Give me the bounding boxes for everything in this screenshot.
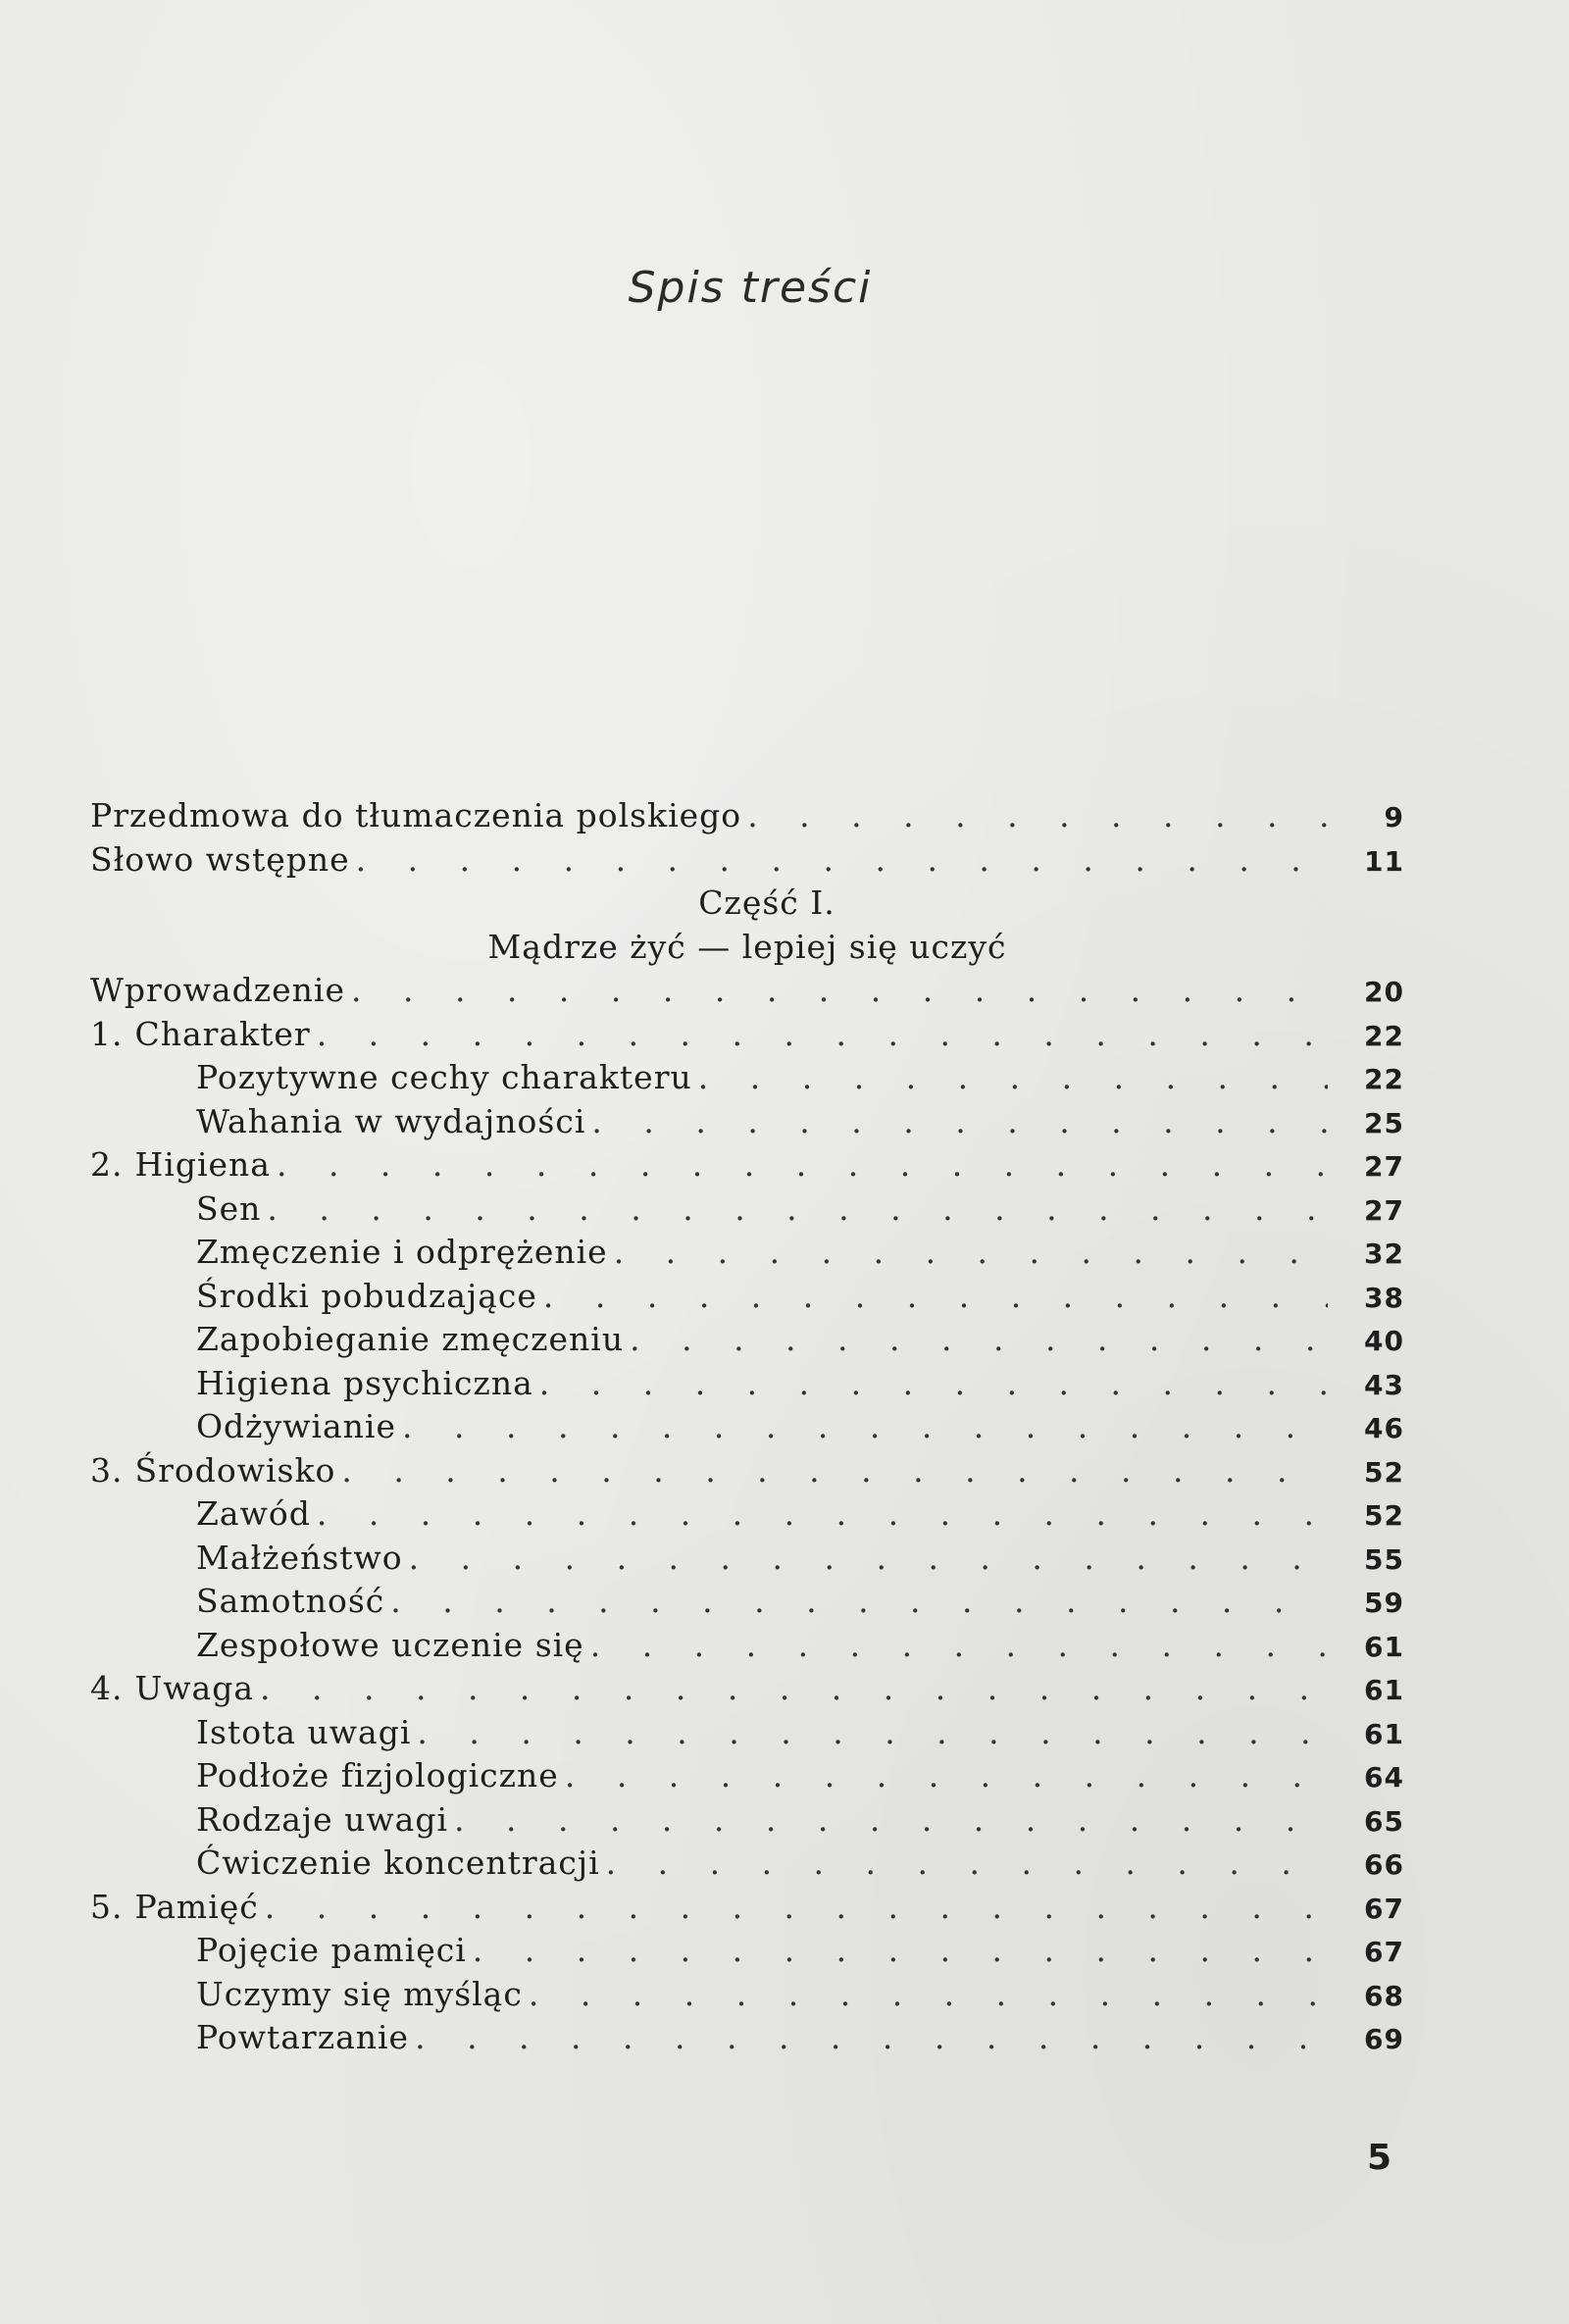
leader-dots	[390, 1582, 1328, 1620]
leader-dots	[473, 1931, 1328, 1969]
leader-dots	[630, 1320, 1328, 1358]
toc-entry	[90, 1800, 1404, 1844]
toc-entry-label: Małżeństwo	[196, 1538, 403, 1577]
toc-entry-page: 25	[1364, 1106, 1404, 1139]
toc-entry-label: Wprowadzenie	[90, 971, 345, 1009]
toc-entries	[90, 971, 1404, 2062]
toc-entry-page: 27	[1364, 1150, 1404, 1183]
toc-entry-label: Wahania w wydajności	[196, 1101, 586, 1140]
toc-entry	[90, 1582, 1404, 1626]
toc-entry-page: 59	[1364, 1587, 1404, 1619]
leader-dots	[543, 1277, 1328, 1315]
part-subtitle: Mądrze żyć — lepiej się uczyć	[487, 927, 1007, 966]
toc-entry-label: Środowisko	[134, 1450, 336, 1490]
toc-entry-page: 66	[1364, 1848, 1404, 1881]
toc-entry-label: Pamięć	[134, 1887, 259, 1926]
leader-dots	[341, 1451, 1328, 1490]
toc-entry-label: Pojęcie pamięci	[196, 1931, 467, 1969]
toc-entry-page: 68	[1364, 1979, 1404, 2012]
toc-entry-page: 43	[1364, 1368, 1404, 1401]
toc-entry	[90, 1756, 1404, 1800]
leader-dots	[454, 1800, 1328, 1839]
toc-entry	[90, 1102, 1404, 1146]
toc-entry-label: Zmęczenie i odprężenie	[196, 1233, 608, 1271]
toc-entry-page: 52	[1364, 1455, 1404, 1489]
toc-entry-label: Przedmowa do tłumaczenia polskiego	[90, 796, 742, 834]
leader-dots	[317, 1494, 1328, 1533]
toc-entry	[90, 1407, 1404, 1451]
leader-dots	[267, 1189, 1328, 1228]
leader-dots	[606, 1844, 1328, 1882]
chapter-number: 4.	[90, 1669, 124, 1707]
table-of-contents	[90, 796, 1404, 2062]
toc-entry-page: 27	[1364, 1193, 1404, 1227]
toc-entry	[90, 1669, 1404, 1713]
toc-entry-page: 65	[1364, 1804, 1404, 1838]
toc-entry	[90, 1451, 1404, 1495]
toc-entry-page: 61	[1364, 1717, 1404, 1750]
toc-entry-label: Rodzaje uwagi	[196, 1799, 449, 1839]
toc-entry	[90, 1233, 1404, 1277]
toc-entry-page: 55	[1364, 1542, 1404, 1576]
toc-entry-label: Uwaga	[134, 1669, 255, 1707]
leader-dots	[351, 971, 1328, 1009]
leader-dots	[402, 1407, 1328, 1445]
toc-entry	[90, 1888, 1404, 1932]
leader-dots	[590, 1626, 1328, 1664]
toc-entry-foreword	[90, 840, 1404, 884]
toc-entry-page: 9	[1384, 801, 1404, 834]
leader-dots	[698, 1058, 1328, 1096]
leader-dots	[417, 1713, 1328, 1751]
toc-entry	[90, 1931, 1404, 1975]
toc-entry	[90, 1058, 1404, 1102]
leader-dots	[260, 1669, 1328, 1707]
toc-entry-page: 67	[1364, 1892, 1404, 1925]
toc-entry-page: 61	[1364, 1674, 1404, 1706]
chapter-number: 5.	[90, 1887, 124, 1926]
toc-entry	[90, 1626, 1404, 1670]
toc-entry-page: 46	[1364, 1412, 1404, 1444]
toc-entry-label: Zespołowe uczenie się	[196, 1625, 584, 1664]
chapter-number: 3.	[90, 1450, 124, 1490]
toc-entry-page: 32	[1364, 1238, 1404, 1270]
toc-entry-preface	[90, 796, 1404, 840]
toc-entry-label: Ćwiczenie koncentracji	[196, 1844, 600, 1882]
toc-entry-label: Uczymy się myśląc	[196, 1974, 523, 2013]
toc-entry-page: 22	[1364, 1019, 1404, 1052]
leader-dots	[539, 1364, 1328, 1402]
toc-entry	[90, 971, 1404, 1015]
toc-entry-label: Sen	[196, 1188, 262, 1228]
toc-entry-label: Podłoże fizjologiczne	[196, 1756, 559, 1794]
toc-entry-page: 22	[1364, 1063, 1404, 1095]
leader-dots	[747, 796, 1328, 834]
toc-entry-page: 69	[1364, 2023, 1404, 2055]
chapter-number: 1.	[90, 1014, 124, 1053]
toc-entry-label: Odżywianie	[196, 1407, 397, 1445]
toc-entry-label: Powtarzanie	[196, 2018, 410, 2056]
toc-entry	[90, 1189, 1404, 1234]
toc-entry-page: 67	[1364, 1936, 1404, 1968]
toc-entry-label: Środki pobudzające	[196, 1276, 537, 1315]
toc-entry-label: Istota uwagi	[196, 1712, 412, 1751]
toc-entry	[90, 1277, 1404, 1321]
leader-dots	[277, 1145, 1328, 1184]
toc-entry-label: Samotność	[196, 1582, 385, 1620]
toc-entry	[90, 1015, 1404, 1059]
toc-entry-page: 61	[1364, 1630, 1404, 1663]
toc-entry-label: Słowo wstępne	[90, 839, 350, 879]
leader-dots	[317, 1015, 1328, 1053]
toc-entry	[90, 1975, 1404, 2019]
toc-entry	[90, 1494, 1404, 1539]
toc-entry	[90, 1844, 1404, 1888]
leader-dots	[591, 1102, 1328, 1140]
toc-entry-label: Higiena	[134, 1145, 271, 1184]
toc-entry	[90, 1320, 1404, 1364]
chapter-number: 2.	[90, 1145, 124, 1184]
toc-entry-page: 20	[1364, 976, 1404, 1008]
toc-entry-label: Zapobieganie zmęczeniu	[196, 1320, 625, 1358]
leader-dots	[614, 1233, 1328, 1271]
toc-entry-page: 64	[1364, 1761, 1404, 1794]
toc-entry	[90, 1364, 1404, 1408]
leader-dots	[356, 840, 1328, 879]
toc-entry-page: 11	[1364, 844, 1404, 878]
toc-entry-page: 38	[1364, 1281, 1404, 1314]
toc-entry-label: Charakter	[134, 1014, 311, 1053]
toc-entry-page: 40	[1364, 1325, 1404, 1357]
leader-dots	[265, 1888, 1328, 1926]
part-heading: Część I.	[698, 884, 835, 922]
page-number: 5	[1367, 2138, 1392, 2178]
page-title: Spis treści	[628, 263, 873, 313]
toc-entry-page: 52	[1364, 1499, 1404, 1532]
leader-dots	[565, 1756, 1328, 1794]
toc-entry	[90, 1539, 1404, 1583]
toc-entry-label: Pozytywne cechy charakteru	[196, 1058, 692, 1096]
toc-entry	[90, 2018, 1404, 2062]
toc-entry	[90, 1145, 1404, 1189]
toc-entry	[90, 1713, 1404, 1757]
toc-entry-label: Zawód	[196, 1494, 311, 1533]
toc-entry-label: Higiena psychiczna	[196, 1363, 533, 1402]
leader-dots	[409, 1539, 1328, 1577]
leader-dots	[415, 2018, 1328, 2056]
leader-dots	[529, 1975, 1328, 2013]
